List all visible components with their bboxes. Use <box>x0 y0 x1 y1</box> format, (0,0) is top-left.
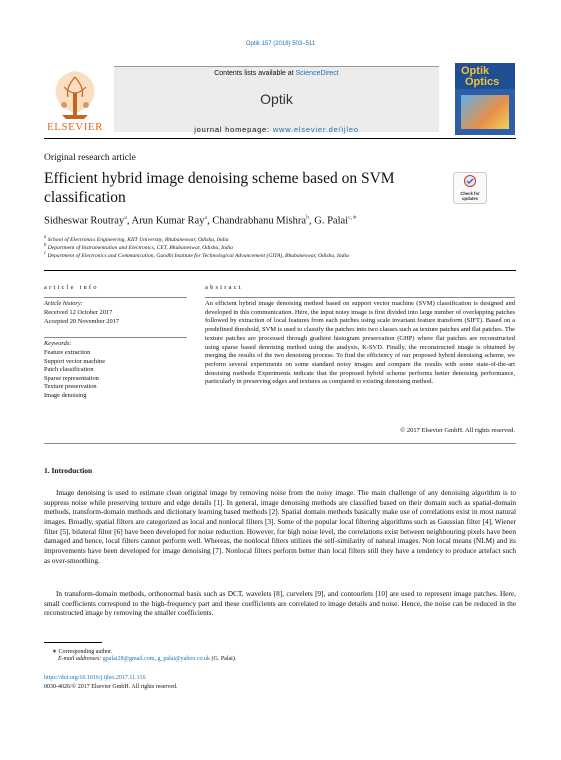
affiliation-sup: a <box>44 235 47 240</box>
affiliation-text: Department of Electronics and Communication, Gandhi Institute for Technological Advancement (GITA), Bhubaneswar, Odisha, India <box>47 252 349 259</box>
journal-cover[interactable] <box>455 63 515 135</box>
received-date: Received 12 October 2017 <box>44 309 113 316</box>
journal-citation[interactable]: Optik 157 (2018) 503–511 <box>245 41 316 47</box>
contents-prefix: Contents lists available at <box>214 70 296 77</box>
crossmark-line1: Check for <box>460 191 480 196</box>
affiliation <box>44 235 229 243</box>
author-name: Arun Kumar Ray <box>131 215 205 227</box>
affiliation <box>44 243 233 251</box>
homepage-prefix: journal homepage: <box>194 125 273 134</box>
cover-title: Optik <box>461 65 490 77</box>
section-rule <box>44 270 516 271</box>
abstract-copyright: © 2017 Elsevier GmbH. All rights reserved. <box>400 427 515 434</box>
footnote-rule <box>44 642 102 643</box>
affiliation-sup: c <box>44 251 47 256</box>
cover-subtitle: Optics <box>465 76 500 88</box>
author-sup[interactable]: a <box>204 215 208 221</box>
author-sup[interactable]: c,∗ <box>348 215 358 221</box>
keywords-rule <box>44 337 187 338</box>
intro-paragraph: Image denoising is used to estimate clean original image by removing noise from the noisy image. The main challenge of any denoising algorithm is to suppress noise while preserving texture and edge details [1]. In general, image denoising methods are classified based on their domain such as spatial-domain methods, transform-domain methods and dictionary learning based methods [2]. Spatial domain methods basically make use of correlations exist in most natural images. Broadly, spatial filters are categorized as local and nonlocal filters [3]. Some of the popular local filtering algorithms such as Gaussian filter [4], Wiener filter [5], bilateral filter [6] have been developed for noise reduction. However, for high noise level, the correlations exist between neighbouring pixels have been damaged and hence, local filters cannot perform well. Whereas, the nonlocal filters utilizes the self-similarity of natural images. Non local means (NLM) and its improvements have been developed for image denoising [7]. Nonlocal filters perform better than local filters still they have a tendency to produce artefact such as over-smoothing. <box>44 488 516 565</box>
homepage-link[interactable]: www.elsevier.de/ijleo <box>272 125 359 134</box>
keyword: Support vector machine <box>44 357 106 365</box>
elsevier-logo[interactable] <box>44 63 106 135</box>
keywords-label: Keywords: <box>44 340 72 347</box>
affiliation-text: Department of Instrumentation and Electronics, CET, Bhubaneswar, Odisha, India <box>47 244 233 251</box>
keyword: Patch classification <box>44 366 94 373</box>
email-suffix: (G. Palai). <box>209 656 237 662</box>
crossmark-icon <box>464 175 476 187</box>
keyword: Texture preservation <box>44 383 97 390</box>
email-line <box>58 656 236 662</box>
email-separator: , <box>154 656 158 662</box>
affiliation-text: School of Electronics Engineering, KIIT University, Bhubaneswar, Odisha, India <box>47 236 229 243</box>
doi-link[interactable]: https://doi.org/10.1016/j.ijleo.2017.11.116 <box>44 675 146 681</box>
affiliation <box>44 251 349 259</box>
author-name: Sidheswar Routray <box>44 215 125 227</box>
journal-name: Optik <box>260 91 293 107</box>
abstract-text: An efficient hybrid image denoising method based on support vector machine (SVM) classification is designed and developed in this communication. Here, the input noisy image is first divided into large number of overlapping patches followed by extraction of local features from each patches using scale invariant feature transform (SIFT). Based on a predefined threshold, SVM is used to classify the patches into two classes such as texture patches and flat patches. The texture patches are processed through gradient histogram preservation (GHP) where flat patches are reconstructed using sparse based denoising method using the analysis, K-SVD. Finally, the reconstructed image is obtained by merging the results of the two denoising process. To find the efficiency of our proposed hybrid denoising scheme, we perform several experiments on some standard noisy images and compare the results with some state-of-the-art denoising methods Experiments indicate that the proposed hybrid scheme performs better denoising performance, particularly in preserving edges and textures as compared to existing denoising method. <box>205 300 515 386</box>
intro-heading: 1. Introduction <box>44 466 93 475</box>
keyword: Sparse representation <box>44 374 99 382</box>
elsevier-wordmark: ELSEVIER <box>47 121 103 133</box>
corresponding-note: ∗ Corresponding author. <box>52 649 113 655</box>
contents-line <box>114 70 439 77</box>
email-link[interactable]: gpalai28@gmail.com <box>102 656 155 662</box>
sciencedirect-link[interactable]: ScienceDirect <box>295 70 339 77</box>
article-title: Efficient hybrid image denoising scheme based on SVM classification <box>44 170 395 206</box>
affiliation-sup: b <box>44 243 47 248</box>
homepage-line <box>114 125 439 134</box>
article-type: Original research article <box>44 153 136 163</box>
intro-paragraph: In transform-domain methods, orthonormal basis such as DCT, wavelets [8], curvelets [9], and contourlets [10] are used to represent image patches. Here, small coefficients correspond to the high-frequency part and these coefficients are correlated to image details and noise. Hence, the noise can be reduced in the reconstructed image by removing the smaller coefficients. <box>44 589 516 618</box>
check-for-updates-badge[interactable] <box>453 172 487 204</box>
journal-header <box>114 66 439 132</box>
abstract-heading: abstract <box>205 284 243 291</box>
keyword: Feature extraction <box>44 349 91 356</box>
author-sup[interactable]: b <box>305 215 309 221</box>
cover-image <box>461 95 509 129</box>
abstract-rule <box>205 297 515 298</box>
accepted-date: Accepted 20 November 2017 <box>44 318 120 325</box>
abstract-end-rule <box>44 443 516 444</box>
issn-line: 0030-4026/© 2017 Elsevier GmbH. All rights reserved. <box>44 684 178 690</box>
keyword: Image denoising <box>44 391 87 399</box>
email-label: E-mail addresses: <box>58 656 103 662</box>
header-rule <box>44 138 516 139</box>
author-name: Chandrabhanu Mishra <box>212 215 306 227</box>
article-info-rule <box>44 297 187 298</box>
author-list: Sidheswar Routray$^a$, Arun Kumar Ray$^a$, Chandrabhanu Mishra$^b$, G. Palai$^{c,∗}$ <box>44 215 358 227</box>
article-info-heading: article info <box>44 284 99 291</box>
author-name: G. Palai <box>314 215 349 227</box>
author-sup[interactable]: a <box>124 215 127 221</box>
email-link[interactable]: g_palai@yahoo.co.uk <box>157 656 210 662</box>
history-label: Article history: <box>44 300 83 307</box>
crossmark-line2: updates <box>461 195 479 201</box>
